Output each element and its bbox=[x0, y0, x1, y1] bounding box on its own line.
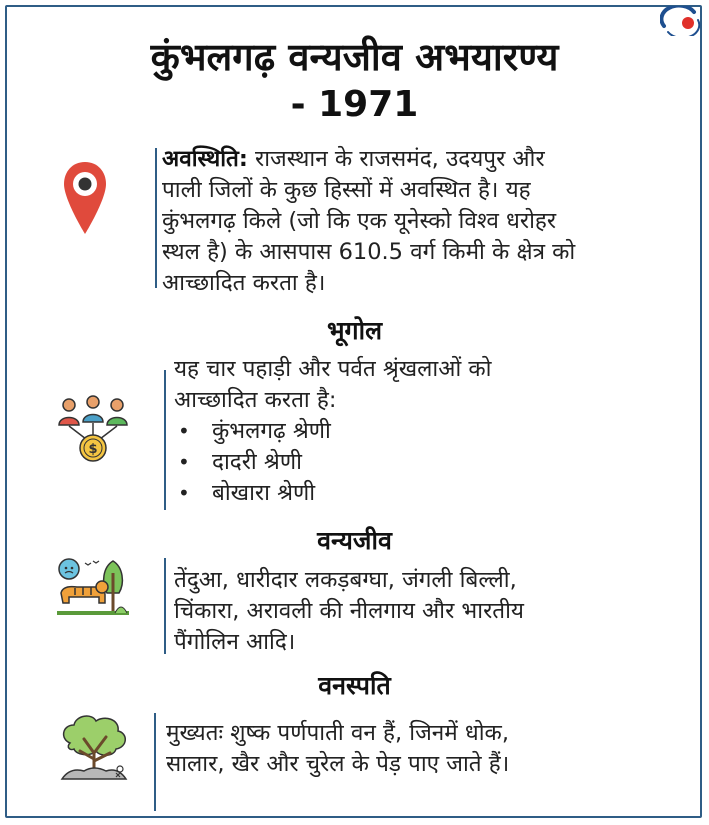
location-divider bbox=[155, 148, 157, 288]
people-coin-icon bbox=[56, 395, 130, 463]
wildlife-divider bbox=[164, 558, 166, 654]
flora-divider bbox=[154, 713, 156, 811]
list-item: • कुंभलगढ़ श्रेणी bbox=[174, 416, 492, 447]
flora-text: मुख्यतः शुष्क पर्णपाती वन हैं, जिनमें धोक, सालार, खैर और चुरेल के पेड़ पाए जाते हैं। bbox=[166, 720, 510, 777]
range-list bbox=[174, 416, 492, 509]
geography-text: यह चार पहाड़ी और पर्वत श्रृंखलाओं को आच्छादित करता है: • कुंभलगढ़ श्रेणी • दादरी श्रेणी • बोखारा श्रेणी bbox=[174, 354, 492, 509]
list-item: • दादरी श्रेणी bbox=[174, 447, 492, 478]
location-label: अवस्थिति: bbox=[162, 146, 248, 172]
geography-heading: भूगोल bbox=[326, 316, 383, 345]
wildlife-text: तेंदुआ, धारीदार लकड़बग्घा, जंगली बिल्ली, चिंकारा, अरावली की नीलगाय और भारतीय पैंगोलिन आदि। bbox=[174, 567, 524, 655]
location-pin-icon bbox=[62, 160, 108, 236]
wildlife-heading: वन्यजीव bbox=[317, 526, 392, 555]
page-title: कुंभलगढ़ वन्यजीव अभयारण्य bbox=[150, 35, 559, 79]
page-title-year: - 1971 bbox=[290, 84, 419, 125]
tiger-forest-icon bbox=[55, 557, 131, 619]
geography-divider bbox=[164, 370, 166, 510]
svg-text:$: $ bbox=[88, 442, 98, 457]
flora-heading: वनस्पति bbox=[318, 671, 391, 700]
dry-tree-icon bbox=[56, 713, 132, 781]
location-text: अवस्थिति: राजस्थान के राजसमंद, उदयपुर और पाली जिलों के कुछ हिस्सों में अवस्थित है। यह कुंभलगढ़ किले (जो कि एक यूनेस्को विश्व धरोहर स्थल है) के आसपास 610.5 वर्ग किमी के क्षेत्र को आच्छादित करता है। bbox=[162, 146, 576, 296]
list-item: • बोखारा श्रेणी bbox=[174, 478, 492, 509]
